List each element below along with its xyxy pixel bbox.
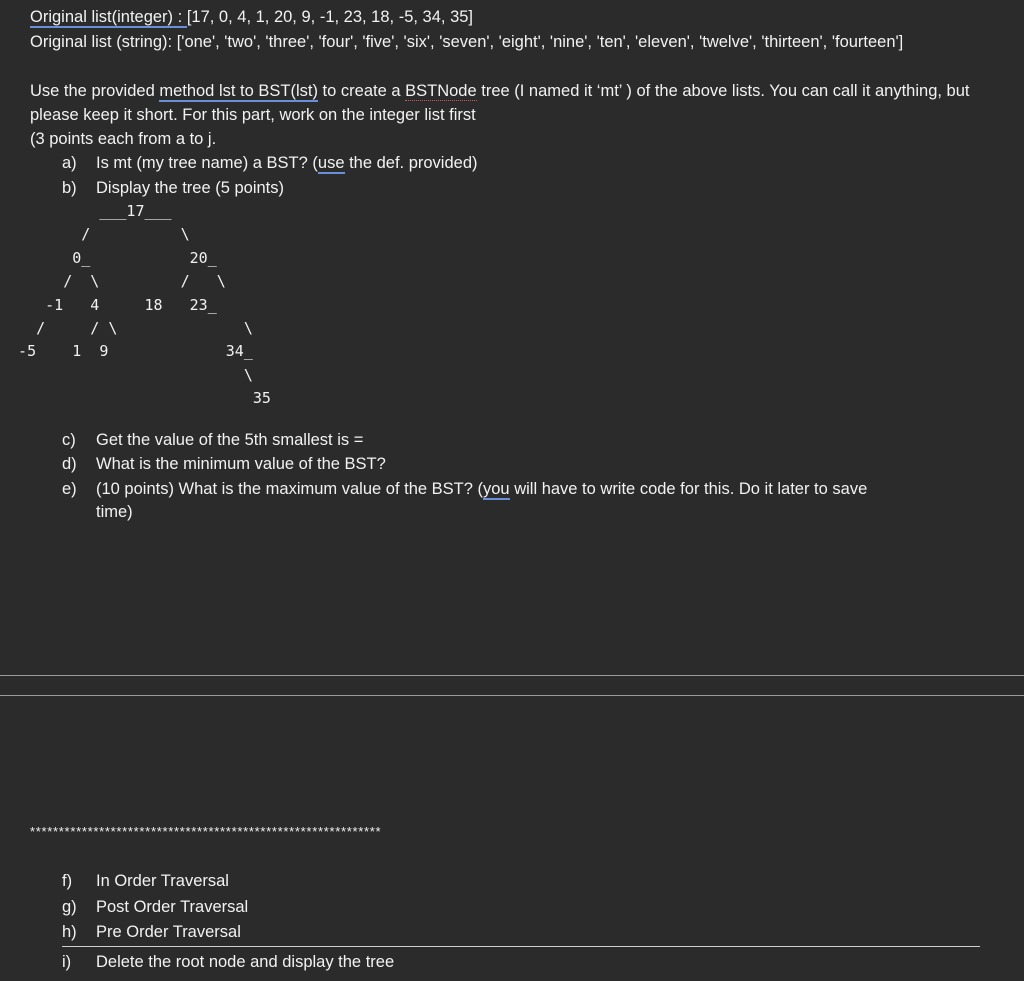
tree-line-8: \ <box>0 365 253 384</box>
instruction-text-b: to create a <box>317 82 406 100</box>
question-e-line-2: time) <box>96 503 133 521</box>
question-d-label: d) <box>62 455 77 473</box>
separator-top <box>0 675 1024 676</box>
bst-tree-display <box>0 200 271 411</box>
tree-line-1: ___17___ <box>0 202 172 220</box>
question-d-text: What is the minimum value of the BST? <box>96 455 386 473</box>
question-h-label: h) <box>62 923 77 941</box>
instruction-text-a: Use the provided <box>30 82 160 100</box>
question-f-label: f) <box>62 872 73 890</box>
question-c <box>62 431 363 450</box>
question-g <box>62 898 248 917</box>
question-b-text: Display the tree (5 points) <box>96 179 285 197</box>
tree-line-7: -5 1 9 34_ <box>0 342 253 361</box>
question-i-label: i) <box>62 953 72 971</box>
str-list-line <box>30 33 903 52</box>
question-b <box>62 179 284 198</box>
question-a-use: use <box>317 154 345 172</box>
int-list-colon: : <box>173 8 187 26</box>
instruction-text-c: tree (I named it ‘mt’ ) of the above lists. You can call it anything, but please keep it short. For this part, work on the integer list first <box>30 82 970 124</box>
question-g-text: Post Order Traversal <box>96 898 249 916</box>
tree-line-9: 35 <box>0 389 271 408</box>
question-i-text: Delete the root node and display the tree <box>96 953 395 971</box>
int-list-values: [17, 0, 4, 1, 20, 9, -1, 23, 18, -5, 34, 35] <box>186 8 474 26</box>
question-e <box>62 480 867 499</box>
question-g-label: g) <box>62 898 77 916</box>
question-e-you: you <box>483 480 510 498</box>
tree-line-3: 0_ 20_ <box>0 248 217 267</box>
instruction-paragraph <box>30 79 990 127</box>
tree-line-4: / \ / \ <box>0 272 226 291</box>
question-e-text-cont: will have to write code for this. Do it later to save <box>509 480 868 498</box>
bstnode-term: BSTNode <box>405 82 477 100</box>
question-b-label: b) <box>62 179 77 197</box>
question-f-text: In Order Traversal <box>96 872 229 890</box>
int-list-label: Original list(integer) <box>30 8 174 26</box>
str-list-label: Original list (string): <box>30 33 177 51</box>
question-c-text: Get the value of the 5th smallest is = <box>96 431 364 449</box>
question-d <box>62 455 386 474</box>
star-divider: ************************************************************* <box>30 824 382 839</box>
tree-line-6: / / \ \ <box>0 319 253 338</box>
str-list-values: ['one', 'two', 'three', 'four', 'five', 'six', 'seven', 'eight', 'nine', 'ten', 'eleven', 'twelve', 'thirteen', 'fourteen'] <box>176 33 904 51</box>
int-list-line <box>30 8 473 27</box>
question-h-text: Pre Order Traversal <box>96 923 241 941</box>
question-a-text: Is mt (my tree name) a BST? ( <box>96 154 318 172</box>
tree-line-5: -1 4 18 23_ <box>0 295 217 314</box>
question-c-label: c) <box>62 431 76 449</box>
question-e-text: (10 points) What is the maximum value of the BST? ( <box>96 480 483 498</box>
question-i <box>62 953 394 972</box>
method-name: method lst to BST(lst) <box>159 82 318 100</box>
question-a-text-end: the def. provided) <box>344 154 478 172</box>
tree-line-2: / \ <box>0 225 190 244</box>
question-h <box>62 923 241 942</box>
points-note: (3 points each from a to j. <box>30 130 217 148</box>
question-e-label: e) <box>62 480 77 498</box>
question-a-label: a) <box>62 154 77 172</box>
horizontal-rule <box>62 946 980 947</box>
question-a <box>62 154 478 173</box>
question-f <box>62 872 229 891</box>
separator-bottom <box>0 695 1024 696</box>
